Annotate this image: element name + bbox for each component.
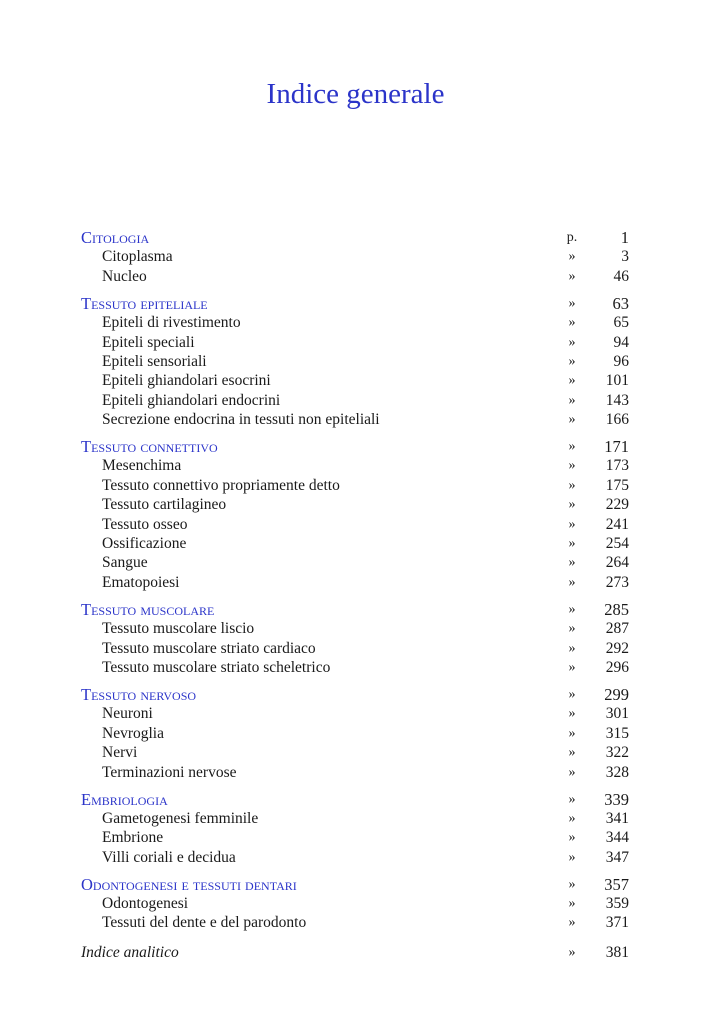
page-ref-mark: » xyxy=(568,477,576,493)
toc-entry[interactable] xyxy=(81,313,629,332)
page-ref-mark: » xyxy=(568,574,576,590)
page-number: 347 xyxy=(605,848,629,866)
page-ref-mark: » xyxy=(568,249,576,265)
toc-section-heading[interactable] xyxy=(81,228,629,247)
page-ref-mark: » xyxy=(568,915,576,931)
toc-entry[interactable] xyxy=(81,333,629,352)
page-ref-mark: » xyxy=(568,373,576,389)
page-ref-mark: » xyxy=(568,791,576,807)
toc-entry-label: Ematopoiesi xyxy=(102,573,180,591)
page-ref-mark: » xyxy=(568,353,576,369)
toc-entry[interactable] xyxy=(81,704,629,723)
toc-section-heading[interactable] xyxy=(81,294,629,313)
toc-entry[interactable] xyxy=(81,534,629,553)
toc-entry[interactable] xyxy=(81,267,629,286)
page-ref-mark: » xyxy=(568,439,576,455)
page-ref-mark: » xyxy=(568,412,576,428)
page-number: 328 xyxy=(605,763,629,781)
toc-entry-label: Neuroni xyxy=(102,705,153,723)
toc-entry-label: Secrezione endocrina in tessuti non epiteliali xyxy=(102,411,380,429)
page-ref-mark: » xyxy=(568,706,576,722)
page-ref-mark: » xyxy=(568,764,576,780)
page-number: 96 xyxy=(613,352,629,370)
toc-entry[interactable] xyxy=(81,763,629,782)
toc-entry[interactable] xyxy=(81,410,629,429)
page-number: 171 xyxy=(604,437,629,457)
toc-section-heading-label: Citologia xyxy=(81,228,150,247)
toc-entry[interactable] xyxy=(81,495,629,514)
page-number: 301 xyxy=(605,705,629,723)
toc-entry[interactable] xyxy=(81,619,629,638)
page-number: 296 xyxy=(605,658,629,676)
page-number: 101 xyxy=(605,372,629,390)
page-ref-mark: » xyxy=(568,876,576,892)
page-ref-mark: » xyxy=(568,896,576,912)
table-of-contents xyxy=(81,228,629,962)
toc-entry-label: Gametogenesi femminile xyxy=(102,809,259,827)
page-ref-mark: » xyxy=(568,392,576,408)
page-number: 371 xyxy=(605,914,629,932)
page-number: 292 xyxy=(605,639,629,657)
toc-entry-label: Ossificazione xyxy=(102,535,187,553)
page-ref-mark: » xyxy=(568,686,576,702)
toc-entry[interactable] xyxy=(81,639,629,658)
page-number: 299 xyxy=(604,684,629,704)
page-number: 175 xyxy=(605,476,629,494)
toc-entry-label: Tessuti del dente e del parodonto xyxy=(102,914,307,932)
page-ref-mark: » xyxy=(568,555,576,571)
page-ref-mark: » xyxy=(568,497,576,513)
page-ref-mark: » xyxy=(568,830,576,846)
page-ref-mark: » xyxy=(568,640,576,656)
toc-entry[interactable] xyxy=(81,828,629,847)
toc-entry[interactable] xyxy=(81,848,629,867)
page-number: 63 xyxy=(612,293,629,313)
toc-section-heading-label: Tessuto epiteliale xyxy=(81,293,208,313)
toc-entry-label: Mesenchima xyxy=(102,457,182,475)
toc-section-heading-label: Tessuto nervoso xyxy=(81,684,197,704)
toc-entry[interactable] xyxy=(81,743,629,762)
page-number: 381 xyxy=(605,943,629,961)
page-ref-mark: » xyxy=(568,849,576,865)
toc-section-heading-label: Embriologia xyxy=(81,789,168,809)
page-ref-mark: » xyxy=(568,268,576,284)
page-ref-mark: p. xyxy=(566,230,578,245)
page-number: 341 xyxy=(605,809,629,827)
toc-section-heading-label: Tessuto muscolare xyxy=(81,599,215,619)
toc-entry[interactable] xyxy=(81,515,629,534)
toc-entry[interactable] xyxy=(81,476,629,495)
page-number: 1 xyxy=(620,228,629,247)
toc-entry-label: Nevroglia xyxy=(102,724,164,742)
toc-entry[interactable] xyxy=(81,724,629,743)
toc-index-entry[interactable] xyxy=(81,943,629,962)
toc-entry[interactable] xyxy=(81,658,629,677)
toc-section-heading[interactable] xyxy=(81,600,629,619)
page-ref-mark: » xyxy=(568,315,576,331)
page-number: 273 xyxy=(605,573,629,591)
page-ref-mark: » xyxy=(568,458,576,474)
toc-section-heading[interactable] xyxy=(81,790,629,809)
toc-section-heading-label: Tessuto connettivo xyxy=(81,437,218,457)
page-number: 241 xyxy=(605,515,629,533)
toc-entry[interactable] xyxy=(81,553,629,572)
toc-entry-label: Villi coriali e decidua xyxy=(102,848,236,866)
toc-entry[interactable] xyxy=(81,391,629,410)
page-number: 65 xyxy=(613,314,629,332)
toc-entry-label: Nucleo xyxy=(102,267,147,285)
toc-entry-label: Sangue xyxy=(102,554,148,572)
toc-entry-label: Epiteli di rivestimento xyxy=(102,314,241,332)
page-ref-mark: » xyxy=(568,334,576,350)
toc-entry-label: Epiteli speciali xyxy=(102,333,195,351)
page-number: 173 xyxy=(605,457,629,475)
toc-entry[interactable] xyxy=(81,371,629,390)
page-number: 287 xyxy=(605,620,629,638)
toc-entry-label: Tessuto muscolare liscio xyxy=(102,620,255,638)
page-ref-mark: » xyxy=(568,295,576,311)
page-number: 94 xyxy=(613,333,629,351)
page-number: 357 xyxy=(604,874,629,894)
page-number: 254 xyxy=(605,535,629,553)
toc-section-heading[interactable] xyxy=(81,437,629,456)
toc-entry-label: Embrione xyxy=(102,829,164,847)
toc-entry[interactable] xyxy=(81,573,629,592)
toc-entry-label: Tessuto osseo xyxy=(102,515,188,533)
toc-section-heading[interactable] xyxy=(81,685,629,704)
toc-entry[interactable] xyxy=(81,247,629,266)
toc-entry-label: Epiteli ghiandolari endocrini xyxy=(102,391,281,409)
toc-index-entry-label: Indice analitico xyxy=(81,943,179,961)
toc-entry-label: Tessuto muscolare striato scheletrico xyxy=(102,658,331,676)
page-number: 315 xyxy=(605,724,629,742)
toc-entry[interactable] xyxy=(81,809,629,828)
toc-section-heading-label: Odontogenesi e tessuti dentari xyxy=(81,874,297,894)
toc-entry-label: Nervi xyxy=(102,744,138,762)
page-ref-mark: » xyxy=(568,944,576,960)
page-number: 285 xyxy=(604,599,629,619)
page-ref-mark: » xyxy=(568,725,576,741)
page-number: 359 xyxy=(605,895,629,913)
toc-entry-label: Tessuto cartilagineo xyxy=(102,496,227,514)
toc-entry-label: Tessuto muscolare striato cardiaco xyxy=(102,639,316,657)
page-ref-mark: » xyxy=(568,745,576,761)
page-number: 143 xyxy=(605,391,629,409)
page-ref-mark: » xyxy=(568,516,576,532)
toc-entry-label: Odontogenesi xyxy=(102,895,189,913)
toc-entry-label: Citoplasma xyxy=(102,248,173,266)
page-number: 3 xyxy=(621,248,629,266)
toc-entry-label: Epiteli ghiandolari esocrini xyxy=(102,372,271,390)
toc-entry[interactable] xyxy=(81,894,629,913)
page-ref-mark: » xyxy=(568,810,576,826)
page-title: Indice generale xyxy=(266,78,445,110)
page-ref-mark: » xyxy=(568,621,576,637)
page-ref-mark: » xyxy=(568,536,576,552)
toc-entry-label: Tessuto connettivo propriamente detto xyxy=(102,476,340,494)
toc-entry[interactable] xyxy=(81,913,629,932)
toc-section-heading[interactable] xyxy=(81,875,629,894)
page-ref-mark: » xyxy=(568,659,576,675)
page-number: 322 xyxy=(605,744,629,762)
toc-entry-label: Epiteli sensoriali xyxy=(102,352,207,370)
page-ref-mark: » xyxy=(568,601,576,617)
page-number: 166 xyxy=(605,411,629,429)
page-number: 46 xyxy=(613,267,629,285)
toc-entry-label: Terminazioni nervose xyxy=(102,763,237,781)
page-number: 339 xyxy=(604,789,629,809)
page-number: 344 xyxy=(605,829,629,847)
page-number: 264 xyxy=(605,554,629,572)
toc-entry[interactable] xyxy=(81,456,629,475)
page-number: 229 xyxy=(605,496,629,514)
toc-entry[interactable] xyxy=(81,352,629,371)
